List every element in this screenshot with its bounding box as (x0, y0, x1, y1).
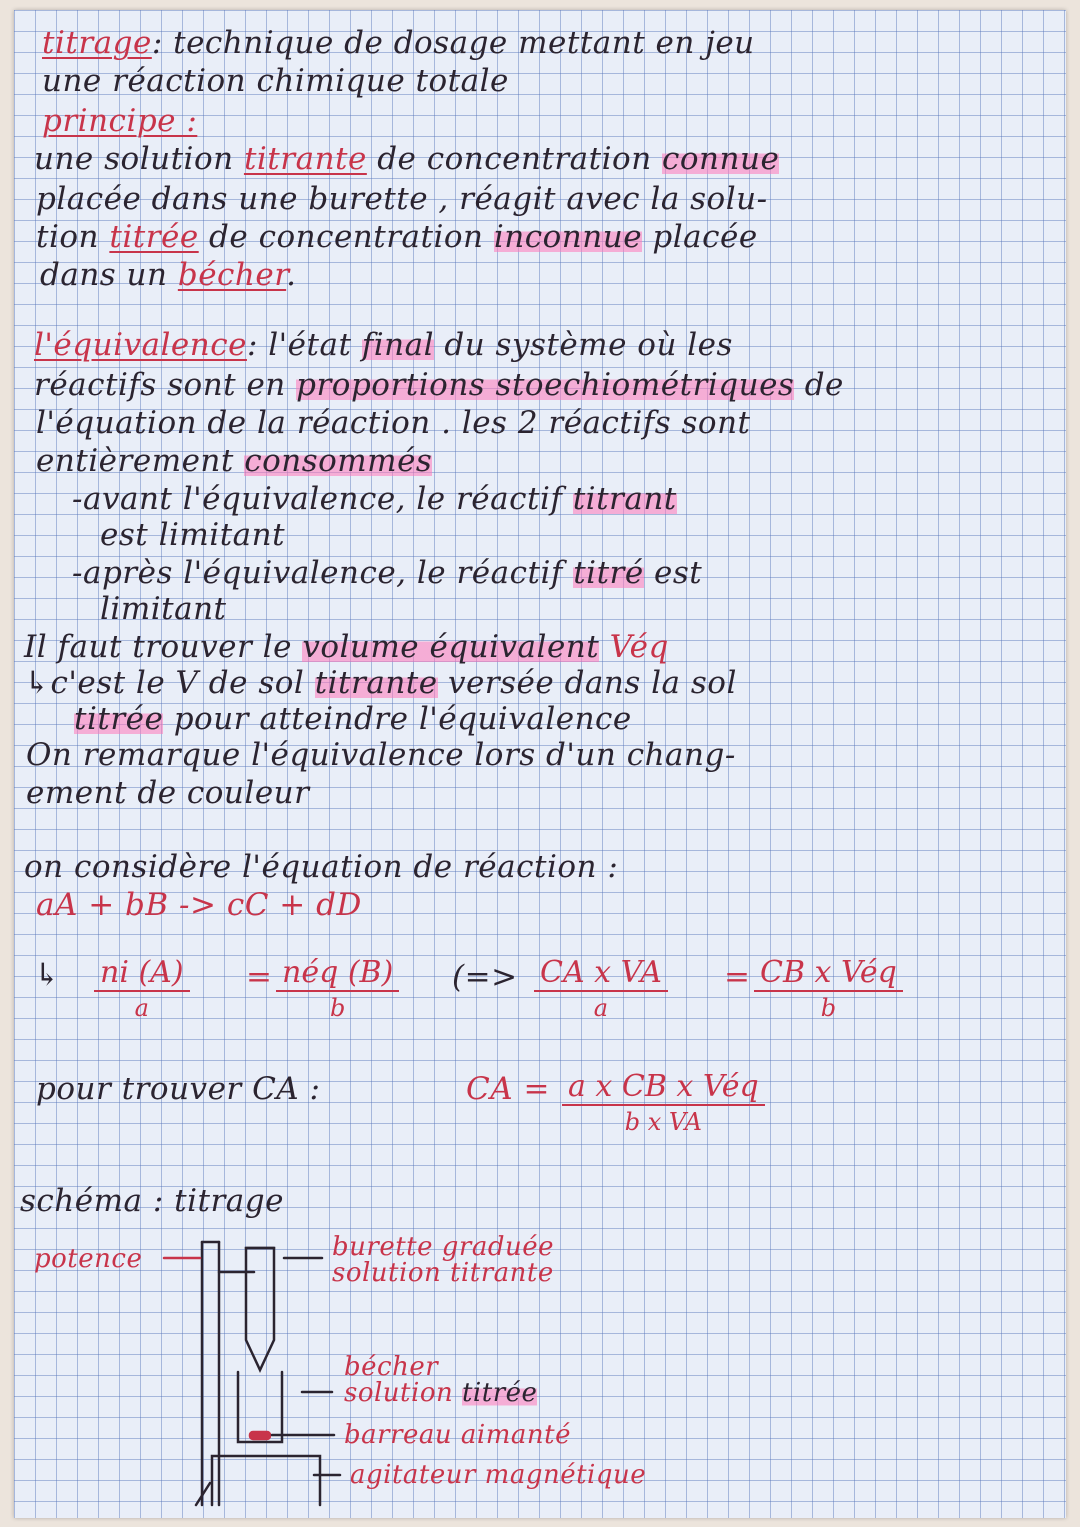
fraction-denominator: a (134, 994, 149, 1022)
reaction-equation: aA + bB -> cC + dD (36, 887, 362, 923)
equivalence-text: du système où les (434, 327, 733, 363)
titrage-term: titrage (42, 25, 152, 61)
principe-text: de concentration (366, 141, 663, 177)
arrow-icon: ↳ (34, 957, 61, 993)
principe-line2: placée dans une burette , réagit avec la solu- (36, 181, 768, 217)
keyword-titree: titrée (109, 219, 199, 255)
equivalence-text: de (794, 367, 844, 403)
keyword-titrante: titrante (243, 141, 367, 177)
keyword-becher: bécher (177, 257, 287, 293)
fraction-denominator: b (820, 994, 837, 1022)
veq-text: versée dans la sol (437, 665, 737, 701)
veq-symbol: Véq (599, 629, 669, 665)
equivalent-sign: (=> (452, 959, 518, 995)
label-becher: bécher (344, 1352, 439, 1382)
equivalence-term: l'équivalence (34, 327, 247, 363)
ca-equals: CA = (466, 1071, 550, 1107)
apres-limitant: limitant (100, 591, 227, 627)
titrage-definition-text: : technique de dosage mettant en jeu (151, 25, 755, 61)
fraction-numerator: CA x VA (534, 958, 668, 992)
keyword-titre: titré (573, 555, 644, 591)
fraction-denominator: b (329, 994, 346, 1022)
equivalence-text: : l'état (246, 327, 362, 363)
titrage-diagram (14, 10, 1066, 1518)
veq-text: pour atteindre l'équivalence (163, 701, 632, 737)
keyword-proportions: proportions stoechiométriques (296, 367, 795, 403)
agitateur-shape (212, 1456, 320, 1505)
fraction-denominator: a (593, 994, 609, 1022)
veq-text: c'est le V de sol (50, 665, 315, 701)
label-potence: potence (34, 1244, 143, 1274)
couleur-line1: On remarque l'équivalence lors d'un chang- (26, 737, 736, 773)
label-solution-titrante: solution titrante (332, 1258, 554, 1288)
equivalence-text: entièrement (36, 443, 245, 479)
principe-text: . (286, 257, 297, 293)
avant-limitant: est limitant (100, 517, 286, 553)
ca-label: pour trouver CA : (36, 1071, 321, 1107)
apres-text: est (643, 555, 703, 591)
avant-text: -avant l'équivalence, le réactif (72, 481, 573, 517)
equation-intro: on considère l'équation de réaction : (24, 849, 619, 885)
arrow-icon: ↳ (24, 665, 51, 701)
principe-heading: principe : (42, 103, 198, 139)
equivalence-text: réactifs sont en (34, 367, 297, 403)
keyword-connue: connue (662, 141, 780, 177)
fraction-numerator: CB x Véq (754, 958, 903, 992)
keyword-titrante-2: titrante (314, 665, 438, 701)
barreau-shape (250, 1432, 270, 1439)
principe-text: placée (642, 219, 758, 255)
keyword-titree-2: titrée (74, 701, 164, 737)
burette-shape (246, 1248, 274, 1370)
label-solution-titree (344, 1380, 537, 1406)
equals-sign: = (724, 959, 751, 995)
apres-text: -après l'équivalence, le réactif (72, 555, 574, 591)
principe-text: de concentration (198, 219, 494, 255)
keyword-volume-equivalent: volume équivalent (302, 629, 600, 665)
principe-text: dans un (40, 257, 178, 293)
fraction-numerator: ni (A) (94, 958, 190, 992)
schema-title: schéma : titrage (20, 1183, 284, 1219)
equivalence-line3: l'équation de la réaction . les 2 réactifs sont (36, 405, 751, 441)
fraction-numerator: a x CB x Véq (562, 1072, 765, 1106)
label-barreau-aimante: barreau aimanté (344, 1420, 571, 1450)
label-agitateur-magnetique: agitateur magnétique (350, 1460, 647, 1490)
label-burette-graduee: burette graduée (332, 1232, 554, 1262)
titrage-definition-line2: une réaction chimique totale (42, 63, 509, 99)
couleur-line2: ement de couleur (26, 775, 310, 811)
keyword-final: final (361, 327, 435, 363)
principe-text: une solution (34, 141, 244, 177)
graph-paper-sheet (14, 10, 1066, 1518)
principe-text: tion (36, 219, 110, 255)
keyword-titrant: titrant (572, 481, 677, 517)
keyword-consommes: consommés (244, 443, 433, 479)
keyword-inconnue: inconnue (493, 219, 643, 255)
fraction-denominator: b x VA (624, 1108, 702, 1136)
equals-sign: = (246, 959, 273, 995)
label-highlight: titrée (461, 1378, 538, 1408)
label-text: solution (344, 1378, 462, 1408)
veq-text: Il faut trouver le (24, 629, 303, 665)
fraction-numerator: néq (B) (276, 958, 399, 992)
